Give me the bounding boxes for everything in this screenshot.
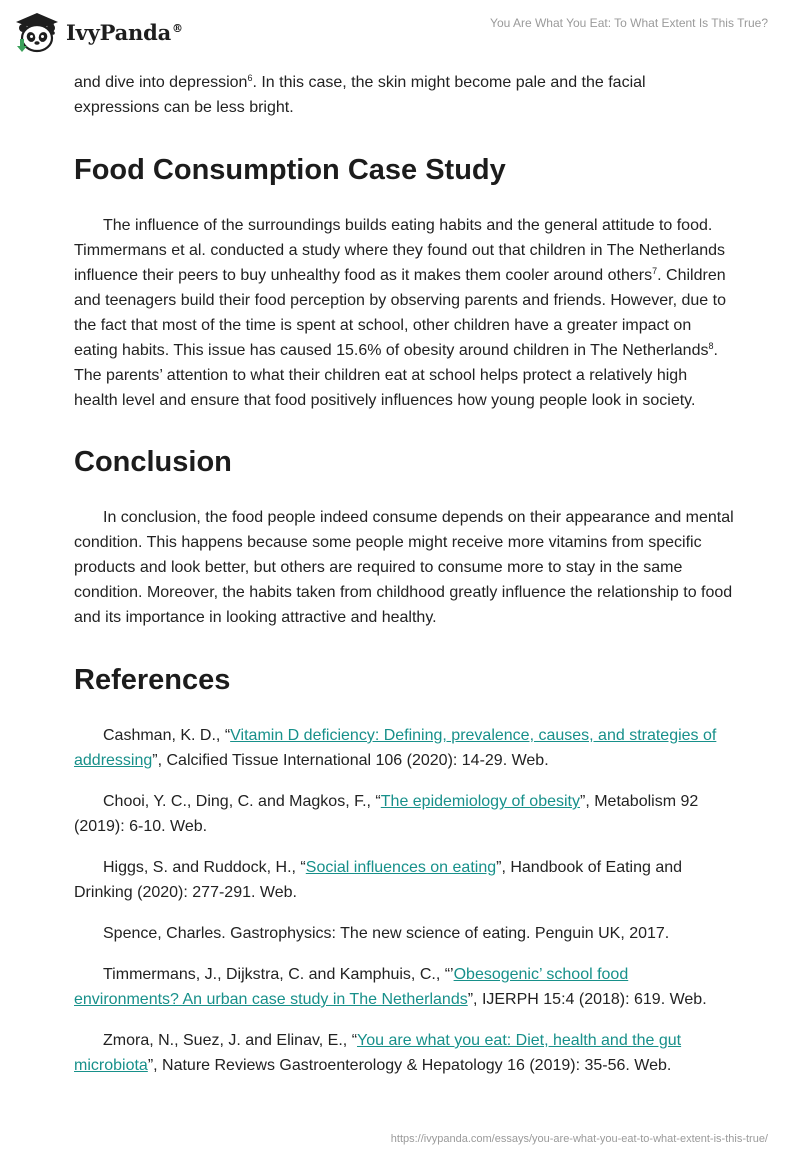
case-study-paragraph: The influence of the surroundings builds eating habits and the general attitude to food. Timmermans et al. conducted a study where they found out that children in The Netherlands influence their peers to buy unhealthy food as it makes them cooler around others$^7$. Children and teenagers build their food perception by observing parents and friends. However, due to the fact that most of the time is spent at school, other children have a greater impact on eating habits. This issue has caused 15.6% of obesity around children in The Netherlands$^8$. The parents’ attention to what their children eat at school helps protect a relatively high health level and ensure that food positively influences how young people look in society. xyxy=(74,217,726,409)
reference-item: Higgs, S. and Ruddock, H., “Social influences on eating”, Handbook of Eating and Drinking (2020): 277-291. Web. xyxy=(74,859,683,901)
conclusion-heading: Conclusion xyxy=(74,446,232,478)
page-header xyxy=(0,0,800,64)
reference-link[interactable]: You are what you eat: Diet, health and the gut microbiota xyxy=(74,1032,682,1074)
reference-item: Cashman, K. D., “Vitamin D deficiency: Defining, prevalence, causes, and strategies of addressing”, Calcified Tissue International 106 (2020): 14-29. Web. xyxy=(74,727,717,769)
footnote-ref-8[interactable]: 8 xyxy=(708,341,714,351)
reference-link[interactable]: Obesogenic’ school food environments? An urban case study in The Netherlands xyxy=(74,966,629,1008)
reference-item: Zmora, N., Suez, J. and Elinav, E., “You are what you eat: Diet, health and the gut microbiota”, Nature Reviews Gastroenterology & Hepatology 16 (2019): 35-56. Web. xyxy=(74,1032,682,1074)
references-heading: References xyxy=(74,664,231,696)
reference-item: Spence, Charles. Gastrophysics: The new science of eating. Penguin UK, 2017. xyxy=(103,925,670,942)
case-study-heading: Food Consumption Case Study xyxy=(74,154,506,186)
panda-graduate-icon xyxy=(12,10,62,54)
page-url[interactable]: https://ivypanda.com/essays/you-are-what-you-eat-to-what-extent-is-this-true/ xyxy=(390,1133,768,1145)
ivypanda-logo[interactable] xyxy=(12,10,183,54)
reference-list xyxy=(74,723,734,1078)
reference-link[interactable]: The epidemiology of obesity xyxy=(380,793,580,810)
reference-link[interactable]: Vitamin D deficiency: Defining, prevalence, causes, and strategies of addressing xyxy=(74,727,717,769)
footnote-ref-6[interactable]: 6 xyxy=(247,73,253,83)
conclusion-paragraph: In conclusion, the food people indeed consume depends on their appearance and mental condition. This happens because some people might receive more vitamins from specific products and look better, but others are required to consume more to stay in the same condition. Moreover, the habits taken from childhood greatly influence the relationship to food and its importance in looking attractive and healthy. xyxy=(74,509,734,626)
reference-link[interactable]: Social influences on eating xyxy=(305,859,497,876)
essay-content xyxy=(74,70,734,1078)
intro-paragraph: and dive into depression$^6$. In this case, the skin might become pale and the facial expressions can be less bright. xyxy=(74,73,646,116)
footnote-ref-7[interactable]: 7 xyxy=(652,266,658,276)
reference-item: Chooi, Y. C., Ding, C. and Magkos, F., “The epidemiology of obesity”, Metabolism 92 (2019): 6-10. Web. xyxy=(74,793,699,835)
document-title: You Are What You Eat: To What Extent Is This True? xyxy=(490,16,768,30)
reference-item: Timmermans, J., Dijkstra, C. and Kamphuis, C., “’Obesogenic’ school food environments? An urban case study in The Netherlands”, IJERPH 15:4 (2018): 619. Web. xyxy=(74,966,707,1008)
brand-name: IvyPanda® xyxy=(66,19,183,45)
